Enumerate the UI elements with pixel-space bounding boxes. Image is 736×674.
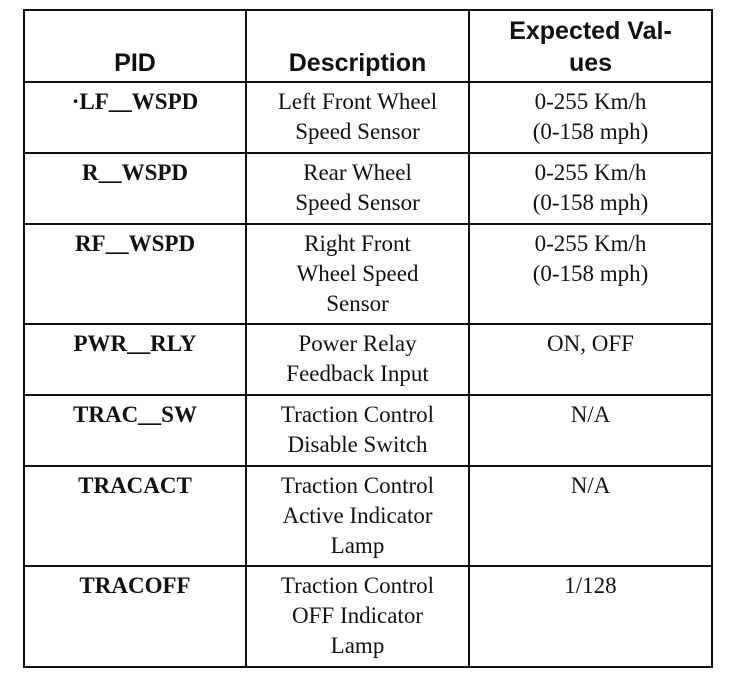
description-cell: Traction Control OFF Indicator Lamp: [246, 566, 469, 667]
header-expected-values: [469, 10, 712, 82]
header-description: Description: [246, 10, 469, 82]
table-row: [24, 466, 712, 566]
expected-values-cell: N/A: [469, 466, 712, 566]
table-row: [24, 224, 712, 324]
expected-values-cell: 1/128: [469, 566, 712, 667]
table-row: [24, 395, 712, 466]
expected-values-cell: 0-255 Km/h (0-158 mph): [469, 224, 712, 324]
table-row: [24, 566, 712, 667]
pid-cell: TRACACT: [24, 466, 246, 566]
header-expected-line-2: ues: [568, 49, 613, 77]
table-row: [24, 324, 712, 395]
header-pid: PID: [24, 10, 246, 82]
expected-values-cell: 0-255 Km/h (0-158 mph): [469, 153, 712, 224]
expected-values-cell: N/A: [469, 395, 712, 466]
table-header-row: [24, 10, 712, 82]
pid-cell: RF__WSPD: [24, 224, 246, 324]
header-expected-line-1: Expected Val-: [509, 17, 672, 45]
pid-cell: TRAC__SW: [24, 395, 246, 466]
description-cell: Power Relay Feedback Input: [246, 324, 469, 395]
description-cell: Left Front Wheel Speed Sensor: [246, 82, 469, 153]
pid-table: [23, 9, 713, 668]
pid-cell: R__WSPD: [24, 153, 246, 224]
expected-values-cell: 0-255 Km/h (0-158 mph): [469, 82, 712, 153]
table-row: [24, 153, 712, 224]
table-row: [24, 82, 712, 153]
pid-cell: ·LF__WSPD: [24, 82, 246, 153]
description-cell: Rear Wheel Speed Sensor: [246, 153, 469, 224]
description-cell: Traction Control Disable Switch: [246, 395, 469, 466]
pid-cell: TRACOFF: [24, 566, 246, 667]
description-cell: Traction Control Active Indicator Lamp: [246, 466, 469, 566]
pid-cell: PWR__RLY: [24, 324, 246, 395]
description-cell: Right Front Wheel Speed Sensor: [246, 224, 469, 324]
expected-values-cell: ON, OFF: [469, 324, 712, 395]
